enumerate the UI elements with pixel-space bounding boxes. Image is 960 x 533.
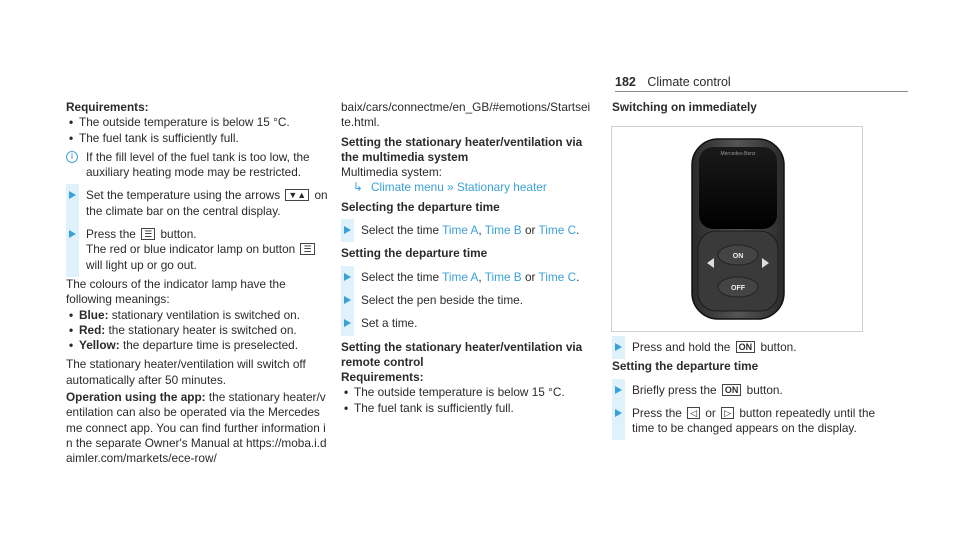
- heading-multimedia: Setting the stationary heater/ventilation via the multimedia system: [341, 134, 583, 164]
- menu-climate: Climate menu: [371, 180, 444, 195]
- colour-yellow: [66, 338, 330, 353]
- remote-screen: [699, 147, 777, 229]
- menu-hook-icon: ↳: [353, 180, 363, 195]
- auto-off-text: The stationary heater/ventilation will switch off automatically after 50 minutes.: [66, 357, 306, 387]
- step-arrow-icon: [344, 319, 351, 327]
- step-arrow-icon: [69, 191, 76, 199]
- step-press-hold: [612, 340, 882, 355]
- time-a-link: Time A: [442, 269, 479, 284]
- requirements-title: Requirements:: [66, 100, 149, 114]
- step-press-heater: [66, 227, 330, 273]
- menu-path: [341, 180, 593, 195]
- colour-red: [66, 323, 330, 338]
- multimedia-line: Multimedia system:: [341, 165, 442, 180]
- left-key-icon: ◁: [687, 407, 700, 419]
- heading-switch-on: Switching on immediately: [612, 100, 757, 114]
- step-text: Press the: [86, 227, 136, 242]
- step-text: Select the pen beside the time.: [361, 292, 523, 307]
- column-1: [66, 100, 330, 467]
- requirement-item: • The fuel tank is sufficiently full.: [66, 131, 330, 146]
- step-set-time: [341, 316, 593, 331]
- off-label: OFF: [731, 285, 745, 292]
- step-text: button repeatedly until the time to be changed appears on the display.: [632, 405, 876, 436]
- step-text: button.: [760, 340, 797, 354]
- url-continuation: baix/cars/connectme/en_GB/#emotions/Startseite.html.: [341, 100, 591, 130]
- app-text: the stationary heater/ventilation can also be operated via the Mercedes me connect app. You can find further information in the separate Owner's Manual at https://moba.i.daimler.com/markets/ece-row/: [66, 390, 327, 466]
- double-chevron-icon: »: [447, 180, 454, 195]
- colour-blue: [66, 308, 330, 323]
- step-arrow-icon: [69, 230, 76, 238]
- step-select-pen: [341, 293, 593, 308]
- info-text: If the fill level of the fuel tank is too low, the auxiliary heating mode may be restricted.: [86, 149, 310, 180]
- step-text: or: [524, 223, 536, 238]
- info-icon: i: [66, 151, 78, 163]
- step-arrow-icon: [615, 386, 622, 394]
- step-text: Press the: [632, 405, 682, 420]
- step-select-time: Select the time Time A, Time B or Time C.: [341, 223, 593, 238]
- step-text: on the climate bar on the central display.: [86, 188, 328, 218]
- heading-selecting: Selecting the departure time: [341, 199, 500, 214]
- heading-remote: Setting the stationary heater/ventilation via remote control: [341, 339, 583, 369]
- brand-label: Mercedes-Benz: [720, 151, 756, 157]
- colours-intro: The colours of the indicator lamp have the following meanings:: [66, 276, 286, 307]
- column-2: [341, 100, 593, 416]
- step-text: Briefly press the: [632, 382, 717, 397]
- section-title: Climate control: [647, 75, 731, 89]
- remote-control-illustration: [612, 127, 862, 331]
- requirement-item: • The fuel tank is sufficiently full.: [341, 401, 593, 416]
- heading-departure: Setting the departure time: [612, 359, 759, 374]
- requirements-title: Requirements:: [341, 370, 424, 385]
- arrows-key-icon: ▼▲: [285, 189, 309, 201]
- step-set-temperature: [66, 188, 330, 219]
- page-header: [615, 75, 731, 89]
- step-arrow-icon: [344, 273, 351, 281]
- step-arrow-icon: [615, 409, 622, 417]
- step-arrow-icon: [344, 296, 351, 304]
- heater-key-icon: ☰: [141, 228, 155, 240]
- page-number: 182: [615, 75, 636, 89]
- heading-setting: Setting the departure time: [341, 246, 488, 261]
- on-label: ON: [732, 253, 744, 260]
- time-a-link: Time A: [442, 223, 479, 238]
- column-3: [612, 100, 882, 115]
- step-text: Select the time: [361, 223, 440, 238]
- colour-label: Yellow:: [79, 338, 120, 353]
- on-key-icon: ON: [736, 341, 756, 353]
- time-c-link: Time C: [538, 269, 577, 284]
- on-key-icon: ON: [722, 384, 742, 396]
- step-text: or: [524, 269, 536, 284]
- menu-stationary-heater: Stationary heater: [456, 180, 547, 195]
- step-text: will light up or go out.: [86, 257, 197, 272]
- step-text: button.: [746, 382, 783, 397]
- step-briefly-press: [612, 383, 882, 398]
- time-c-link: Time C: [538, 223, 577, 238]
- step-arrow-icon: [615, 343, 622, 351]
- step-select-time-2: Select the time Time A, Time B or Time C.: [341, 270, 593, 285]
- requirement-item: • The outside temperature is below 15 °C.: [341, 385, 593, 400]
- step-arrow-icon: [344, 226, 351, 234]
- app-paragraph: [66, 390, 330, 466]
- column-3-steps: [612, 340, 882, 436]
- step-text: The red or blue indicator lamp on button: [86, 242, 296, 257]
- step-text: Press and hold the: [632, 340, 731, 354]
- step-text: Select the time: [361, 269, 440, 284]
- info-note: [66, 150, 330, 181]
- keypad: [698, 231, 778, 311]
- colour-text: stationary ventilation is switched on.: [111, 307, 300, 322]
- time-b-link: Time B: [484, 223, 522, 238]
- step-text: Set a time.: [361, 316, 418, 331]
- colour-text: the stationary heater is switched on.: [108, 322, 297, 337]
- step-text: or: [705, 405, 716, 420]
- requirement-item: • The outside temperature is below 15 °C.: [66, 115, 330, 130]
- step-text: Set the temperature using the arrows: [86, 188, 281, 203]
- app-label: Operation using the app:: [66, 390, 206, 405]
- right-key-icon: ▷: [721, 407, 734, 419]
- step-text: button.: [160, 227, 197, 242]
- colour-text: the departure time is preselected.: [122, 338, 299, 353]
- step-press-arrows: [612, 406, 882, 437]
- colour-label: Blue:: [79, 307, 109, 322]
- heater-key-icon: ☰: [300, 243, 314, 255]
- header-rule: [615, 91, 908, 92]
- remote-control-figure: [611, 126, 863, 332]
- colour-label: Red:: [79, 322, 106, 337]
- time-b-link: Time B: [484, 269, 522, 284]
